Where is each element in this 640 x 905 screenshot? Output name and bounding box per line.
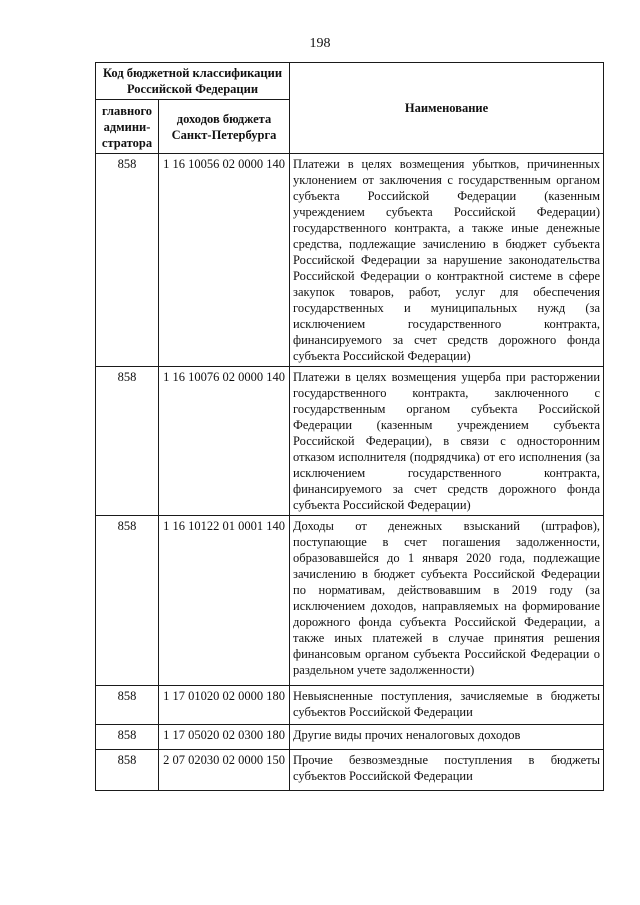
table-row xyxy=(96,516,604,686)
admin-column-header: главного админи-стратора xyxy=(96,100,159,154)
admin-code-cell: 858 xyxy=(96,516,159,686)
revenue-code-cell: 1 16 10122 01 0001 140 xyxy=(159,516,290,686)
revenue-code-cell: 1 16 10076 02 0000 140 xyxy=(159,367,290,516)
name-cell: Платежи в целях возмещения ущерба при расторжении государственного контракта, заключенного с государственным органом субъекта Российской Федерации (казенным учреждением субъекта Российской Федерации), в связи с односторонним отказом исполнителя (подрядчика) от его исполнения (за исключением государственного контракта, финансируемого за счет средств дорожного фонда субъекта Российской Федерации) xyxy=(290,367,604,516)
admin-code-cell: 858 xyxy=(96,750,159,791)
table-row xyxy=(96,686,604,725)
revenue-code-cell: 1 17 05020 02 0300 180 xyxy=(159,725,290,750)
page-number: 198 xyxy=(309,36,331,51)
name-cell: Платежи в целях возмещения убытков, причиненных уклонением от заключения с государственным органом субъекта Российской Федерации (казенным учреждением субъекта Российской Федерации) государственного контракта, а также иные денежные средства, подлежащие зачислению в бюджет субъекта Российской Федерации за нарушение законодательства Российской Федерации о контрактной системе в сфере закупок товаров, работ, услуг для обеспечения государственных и муниципальных нужд (за исключением государственного контракта, финансируемого за счет средств дорожного фонда субъекта Российской Федерации) xyxy=(290,154,604,367)
table-row xyxy=(96,750,604,791)
revenue-code-cell: 1 17 01020 02 0000 180 xyxy=(159,686,290,725)
name-cell: Прочие безвозмездные поступления в бюджеты субъектов Российской Федерации xyxy=(290,750,604,791)
name-column-header: Наименование xyxy=(290,63,604,154)
revenue-code-cell: 2 07 02030 02 0000 150 xyxy=(159,750,290,791)
table-row xyxy=(96,154,604,367)
admin-code-cell: 858 xyxy=(96,725,159,750)
name-cell: Доходы от денежных взысканий (штрафов), поступающие в счет погашения задолженности, образовавшейся до 1 января 2020 года, подлежащие зачислению в бюджет субъекта Российской Федерации по нормативам, действовавшим в 2019 году (за исключением доходов, направляемых на формирование дорожного фонда субъекта Российской Федерации, а также иных платежей в случае принятия решения финансовым органом субъекта Российской Федерации о раздельном учете задолженности) xyxy=(290,516,604,686)
admin-code-cell: 858 xyxy=(96,154,159,367)
admin-code-cell: 858 xyxy=(96,686,159,725)
revenue-code-cell: 1 16 10056 02 0000 140 xyxy=(159,154,290,367)
name-cell: Невыясненные поступления, зачисляемые в бюджеты субъектов Российской Федерации xyxy=(290,686,604,725)
name-cell: Другие виды прочих неналоговых доходов xyxy=(290,725,604,750)
code-group-header: Код бюджетной классификации Российской Федерации xyxy=(96,63,290,100)
budget-classification-table xyxy=(95,62,604,791)
table-row xyxy=(96,367,604,516)
revenue-column-header: доходов бюджета Санкт-Петербурга xyxy=(159,100,290,154)
table-row xyxy=(96,725,604,750)
admin-code-cell: 858 xyxy=(96,367,159,516)
